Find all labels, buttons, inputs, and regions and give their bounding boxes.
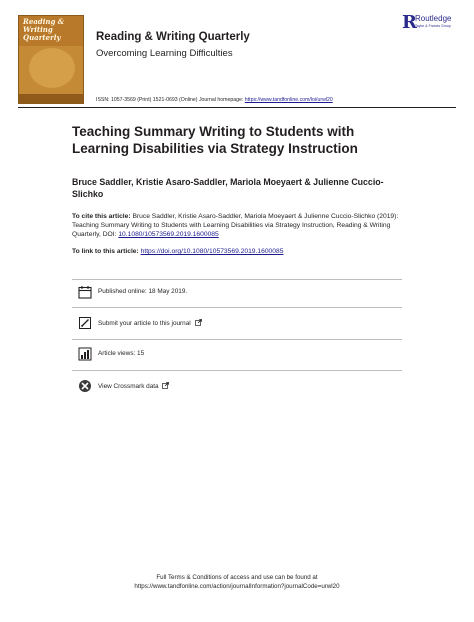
info-divider (72, 307, 402, 308)
cover-footer-band (19, 94, 83, 103)
info-divider (72, 370, 402, 371)
publisher-name: Routledge (415, 14, 452, 23)
bar-chart-icon (78, 347, 92, 361)
citation-text: Bruce Saddler, Kristie Asaro-Saddler, Mariola Moeyaert & Julienne Cuccio-Slichko (2019): Teaching Summary Writing to Students with Learning Disabilities via Strategy Instruction, Reading & Writing Quarterly, DOI: (72, 213, 399, 239)
journal-cover-image (18, 15, 84, 104)
journal-subtitle: Overcoming Learning Difficulties (96, 48, 233, 59)
article-link-line (72, 248, 283, 255)
calendar-icon (78, 285, 92, 299)
crossmark-icon (78, 379, 92, 393)
pencil-icon (78, 316, 92, 330)
publisher-tagline: Taylor & Francis Group (415, 24, 451, 28)
header-divider (18, 107, 456, 108)
journal-title: Reading & Writing Quarterly (96, 31, 250, 43)
cover-artwork (29, 48, 75, 88)
article-authors: Bruce Saddler, Kristie Asaro-Saddler, Mariola Moeyaert & Julienne Cuccio-Slichko (72, 177, 384, 199)
submit-label: Submit your article to this journal (98, 320, 191, 327)
terms-footer (0, 574, 474, 591)
article-doi-url[interactable]: https://doi.org/10.1080/10573569.2019.1600085 (140, 248, 284, 255)
doi-link[interactable]: 10.1080/10573569.2019.1600085 (118, 231, 219, 239)
citation-block (72, 212, 402, 240)
submit-article-link[interactable] (98, 319, 202, 327)
info-divider (72, 279, 402, 280)
journal-homepage-link[interactable]: https://www.tandfonline.com/loi/urwl20 (244, 97, 333, 103)
routledge-logo (402, 13, 460, 33)
citation-label: To cite this article: (72, 213, 133, 220)
published-date: Published online: 18 May 2019. (98, 288, 188, 295)
crossmark-link[interactable] (98, 382, 169, 390)
issn-line (96, 97, 333, 103)
crossmark-label: View Crossmark data (98, 383, 159, 390)
external-link-icon (162, 382, 169, 389)
link-label: To link to this article: (72, 248, 141, 255)
terms-url[interactable]: https://www.tandfonline.com/action/journalInformation?journalCode=urwl20 (134, 582, 340, 590)
external-link-icon (195, 319, 202, 326)
cover-title: Reading & Writing Quarterly (23, 17, 65, 42)
routledge-r-icon: R (402, 12, 417, 33)
issn-text: ISSN: 1057-3569 (Print) 1521-0693 (Online) Journal homepage: (96, 97, 245, 103)
article-views: Article views: 15 (98, 350, 145, 357)
terms-text: Full Terms & Conditions of access and use can be found at (156, 574, 318, 581)
article-title: Teaching Summary Writing to Students with Learning Disabilities via Strategy Instruction (72, 124, 358, 156)
info-divider (72, 339, 402, 340)
